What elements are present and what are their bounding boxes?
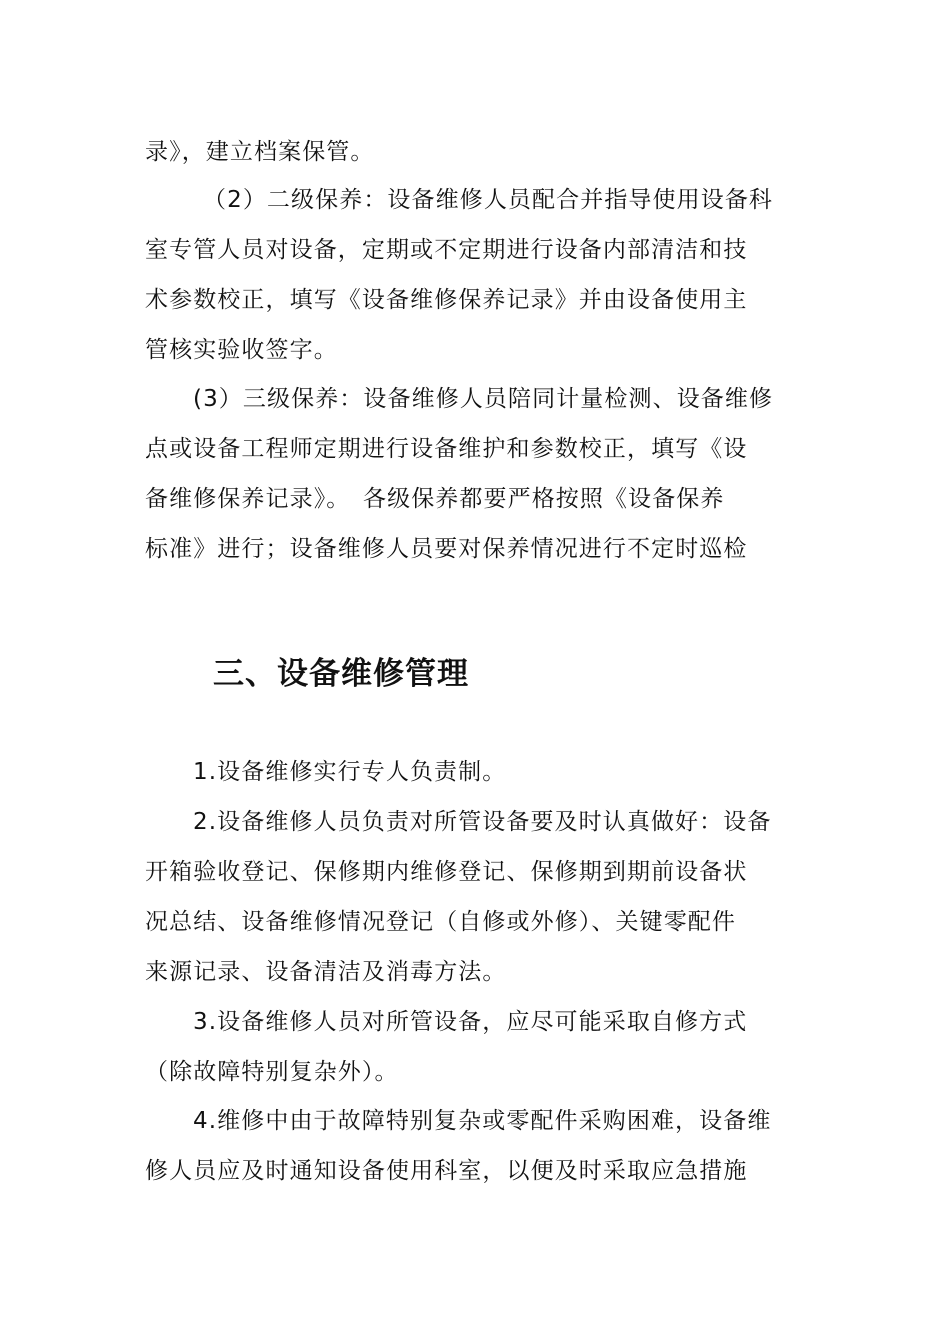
list-item-line: 4.维修中由于故障特别复杂或零配件采购困难，设备维: [193, 1108, 772, 1134]
paragraph-line: 录》，建立档案保管。: [145, 139, 375, 165]
paragraph-line: 标准》进行；设备维修人员要对保养情况进行不定时巡检: [145, 536, 748, 562]
paragraph-line: （2）二级保养：设备维修人员配合并指导使用设备科: [203, 187, 774, 213]
list-item-line: 修人员应及时通知设备使用科室，以便及时采取应急措施: [145, 1158, 748, 1184]
list-item-line: （除故障特别复杂外）。: [145, 1059, 399, 1085]
list-item-line: 况总结、设备维修情况登记（自修或外修）、关键零配件: [145, 909, 736, 935]
section-heading: 三、设备维修管理: [213, 656, 469, 692]
list-item-line: 2.设备维修人员负责对所管设备要及时认真做好：设备: [193, 809, 772, 835]
paragraph-line: 点或设备工程师定期进行设备维护和参数校正，填写《设: [145, 436, 748, 462]
paragraph-line: 管核实验收签字。: [145, 337, 338, 363]
paragraph-line: 备维修保养记录》。 各级保养都要严格按照《设备保养: [145, 486, 725, 512]
paragraph-line: (3）三级保养：设备维修人员陪同计量检测、设备维修: [193, 386, 774, 412]
list-item-line: 来源记录、设备清洁及消毒方法。: [145, 959, 507, 985]
paragraph-line: 术参数校正，填写《设备维修保养记录》并由设备使用主: [145, 287, 748, 313]
list-item-line: 开箱验收登记、保修期内维修登记、保修期到期前设备状: [145, 859, 748, 885]
list-item-line: 1.设备维修实行专人负责制。: [193, 759, 507, 785]
list-item-line: 3.设备维修人员对所管设备，应尽可能采取自修方式: [193, 1009, 748, 1035]
paragraph-line: 室专管人员对设备，定期或不定期进行设备内部清洁和技: [145, 237, 748, 263]
